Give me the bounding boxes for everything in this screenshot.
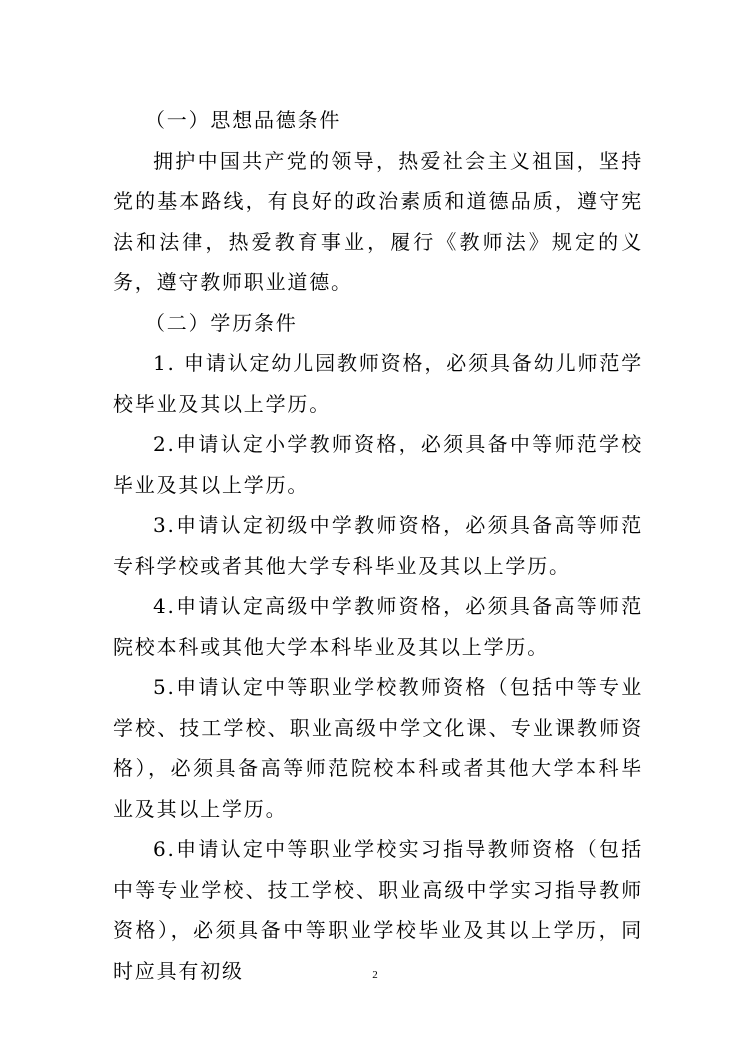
list-item-primary-school: 2.申请认定小学教师资格，必须具备中等师范学校毕业及其以上学历。	[113, 432, 643, 497]
list-item-vocational-school: 5.申请认定中等职业学校教师资格（包括中等专业学校、技工学校、职业高级中学文化课、专业课教师资格），必须具备高等师范院校本科或者其他大学本科毕业及其以上学历。	[113, 675, 643, 821]
page-number: 2	[372, 969, 378, 981]
list-item-kindergarten: 1. 申请认定幼儿园教师资格，必须具备幼儿师范学校毕业及其以上学历。	[113, 351, 643, 416]
paragraph-moral-conditions: 拥护中国共产党的领导，热爱社会主义祖国，坚持党的基本路线，有良好的政治素质和道德品质，遵守宪法和法律，热爱教育事业，履行《教师法》规定的义务，遵守教师职业道德。	[113, 148, 643, 294]
document-body	[113, 100, 643, 991]
list-item-senior-high-school: 4.申请认定高级中学教师资格，必须具备高等师范院校本科或其他大学本科毕业及其以上学历。	[113, 594, 643, 659]
list-item-vocational-practice-instructor: 6.申请认定中等职业学校实习指导教师资格（包括中等专业学校、技工学校、职业高级中学实习指导教师资格），必须具备中等职业学校毕业及其以上学历，同时应具有初级	[113, 837, 643, 983]
section-heading-education: （二）学历条件	[145, 310, 298, 335]
list-item-junior-middle-school: 3.申请认定初级中学教师资格，必须具备高等师范专科学校或者其他大学专科毕业及其以上学历。	[113, 513, 643, 578]
section-heading-moral: （一）思想品德条件	[145, 108, 342, 132]
